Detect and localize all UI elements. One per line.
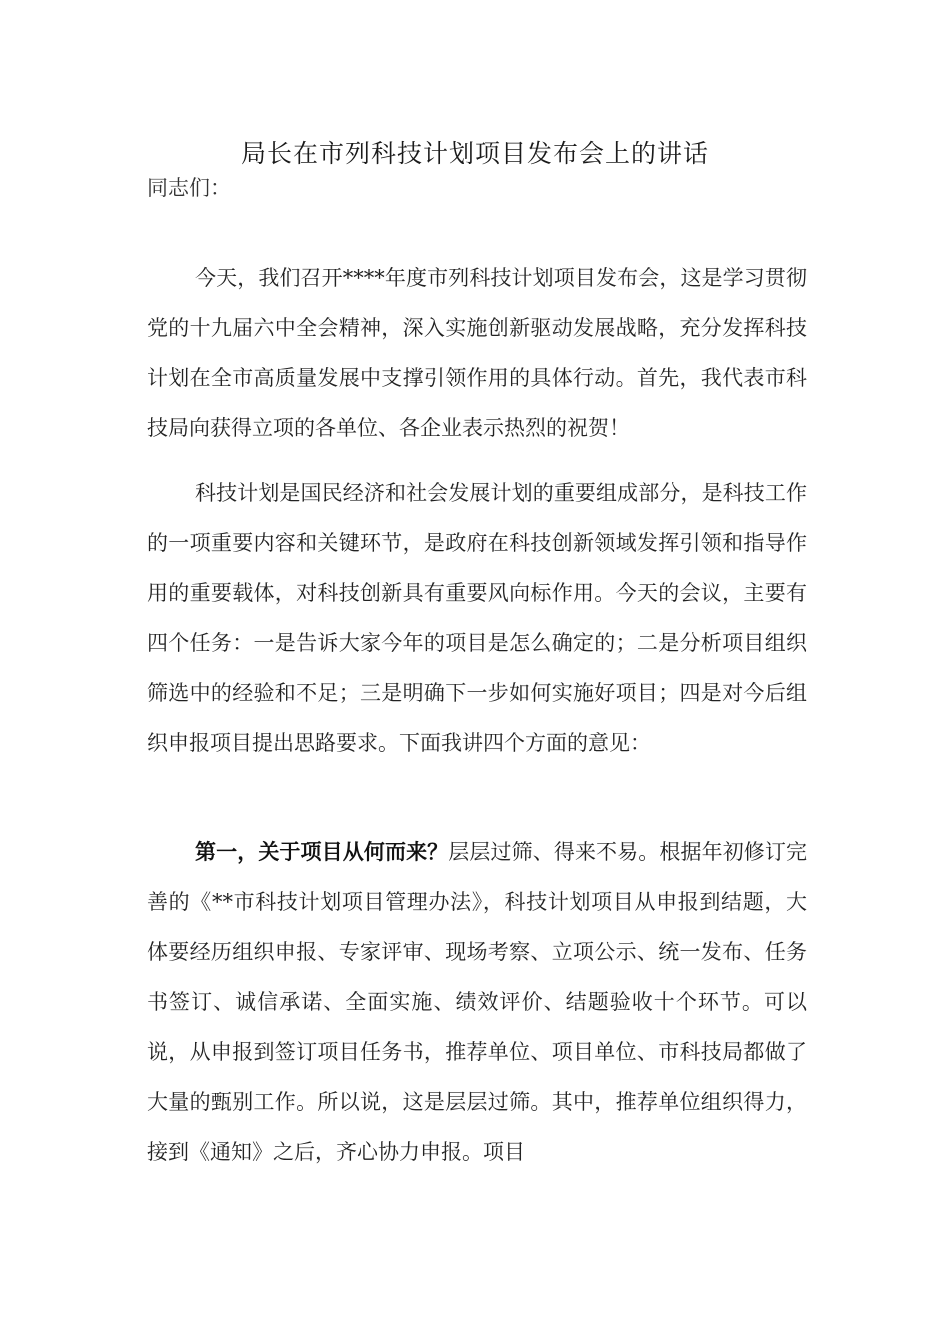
paragraph-tasks bbox=[147, 468, 807, 768]
paragraph-section-one bbox=[147, 827, 807, 1177]
document-title: 局长在市列科技计划项目发布会上的讲话 bbox=[240, 139, 709, 168]
paragraph-text: 层层过筛、得来不易。根据年初修订完善的《**市科技计划项目管理办法》，科技计划项目从申报到结题，大体要经历组织申报、专家评审、现场考察、立项公示、统一发布、任务书签订、诚信承诺、全面实施、绩效评价、结题验收十个环节。可以说，从申报到签订项目任务书，推荐单位、项目单位、市科技局都做了大量的甄别工作。所以说，这是层层过筛。其中，推荐单位组织得力，接到《通知》之后，齐心协力申报。项目 bbox=[147, 840, 808, 1164]
salutation: 同志们： bbox=[147, 176, 231, 200]
section-heading: 第一，关于项目从何而来？ bbox=[195, 839, 449, 864]
paragraph-text: 今天，我们召开****年度市列科技计划项目发布会，这是学习贯彻党的十九届六中全会精神，深入实施创新驱动发展战略，充分发挥科技计划在全市高质量发展中支撑引领作用的具体行动。首先，我代表市科技局向获得立项的各单位、各企业表示热烈的祝贺！ bbox=[147, 266, 807, 440]
paragraph-text: 科技计划是国民经济和社会发展计划的重要组成部分，是科技工作的一项重要内容和关键环节，是政府在科技创新领域发挥引领和指导作用的重要载体，对科技创新具有重要风向标作用。今天的会议，主要有四个任务：一是告诉大家今年的项目是怎么确定的；二是分析项目组织筛选中的经验和不足；三是明确下一步如何实施好项目；四是对今后组织申报项目提出思路要求。下面我讲四个方面的意见： bbox=[147, 481, 807, 755]
paragraph-opening bbox=[147, 253, 807, 453]
